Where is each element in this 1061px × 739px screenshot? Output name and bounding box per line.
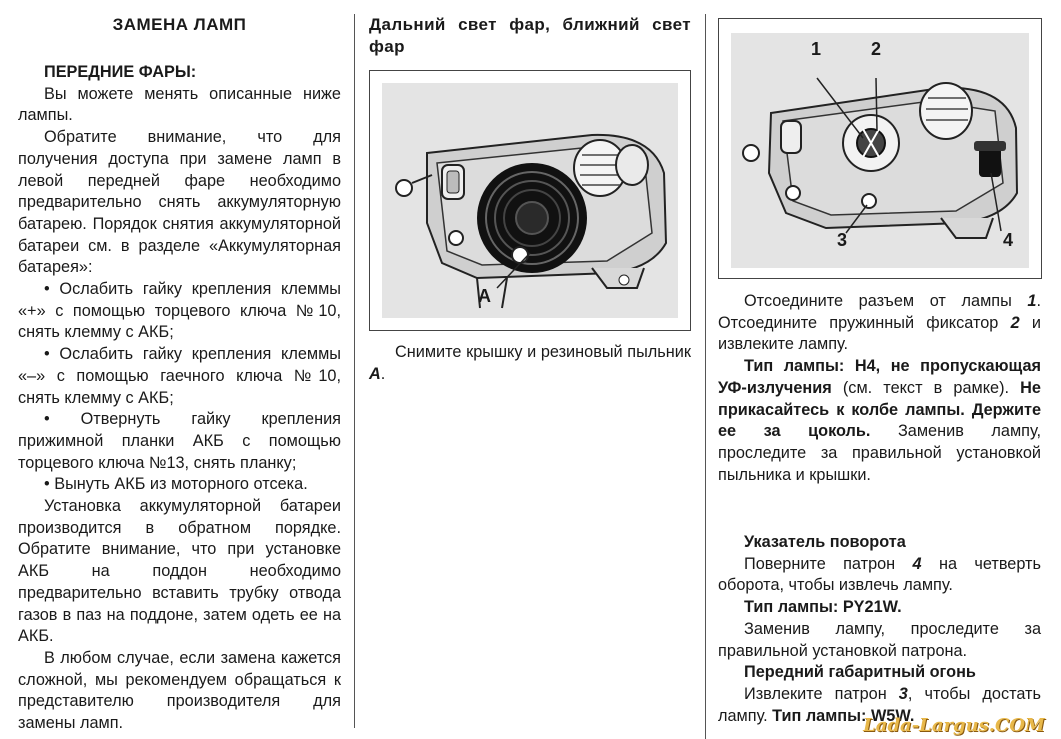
paragraph: Заменив лампу, проследите за правильной установкой патрона. xyxy=(718,619,1041,660)
figure-caption: Снимите крышку и резиновый пыльник A. xyxy=(369,343,691,383)
headlight-rear-illustration xyxy=(382,83,678,318)
callout-label: 4 xyxy=(1003,230,1014,250)
high-low-beam-heading: Дальний свет фар, ближний свет фар xyxy=(369,15,691,56)
bulb-type: Тип лампы: PY21W. xyxy=(744,598,902,617)
bullet-item: • Вынуть АКБ из моторного отсека. xyxy=(44,475,308,494)
watermark: Lada-Largus.COM xyxy=(863,715,1045,736)
section-title: ЗАМЕНА ЛАМП xyxy=(112,15,247,34)
paragraph: Отсоедините разъем от лампы 1. Отсоедините пружинный фиксатор 2 и извлеките лампу. xyxy=(718,292,1042,354)
column-divider-1 xyxy=(354,14,355,728)
bullet-item: • Ослабить гайку крепления клеммы «–» с помощью гаечного ключа №10, снять клемму с АКБ; xyxy=(18,345,341,407)
paragraph: Тип лампы: Н4, не пропускающая УФ-излучения (см. текст в рамке). Не прикасайтесь к колбе лампы. Держите ее за цоколь. Заменив лампу, проследите за правильной установкой пыльника и крышки. xyxy=(718,357,1041,484)
paragraph: В любом случае, если замена кажется сложной, мы рекомендуем обращаться к представителю производителя для замены ламп. xyxy=(18,648,341,733)
paragraph: Обратите внимание, что для получения доступа при замене ламп в левой передней фаре необходимо предварительно снять аккумуляторную батарею. Порядок снятия аккумуляторной батареи см. в разделе «Аккумуляторная батарея»: xyxy=(18,128,341,277)
paragraph: Поверните патрон 4 на четверть оборота, чтобы извлечь лампу. xyxy=(718,554,1041,595)
callout-label: A xyxy=(478,286,491,306)
front-headlights-heading: ПЕРЕДНИЕ ФАРЫ: xyxy=(44,63,197,81)
callout-label: 2 xyxy=(871,39,882,59)
figure-background xyxy=(382,83,678,318)
headlight-bulbs-illustration xyxy=(731,33,1029,268)
headlight-figure-a xyxy=(369,70,691,331)
paragraph: Вы можете менять описанные ниже лампы. xyxy=(18,84,341,125)
headlight-figure-numbered xyxy=(718,18,1042,279)
column-divider-2 xyxy=(705,14,706,739)
callout-label: 1 xyxy=(811,39,822,59)
callout-label: 3 xyxy=(837,230,848,250)
bullet-item: • Отвернуть гайку крепления прижимной планки АКБ с помощью торцевого ключа №13, снять планку; xyxy=(18,410,341,472)
bullet-item: • Ослабить гайку крепления клеммы «+» с помощью торцевого ключа №10, снять клемму с АКБ; xyxy=(18,280,341,342)
side-marker-heading: Передний габаритный огонь xyxy=(744,663,976,682)
paragraph: Установка аккумуляторной батареи производится в обратном порядке. Обратите внимание, что при установке АКБ на поддон необходимо предварительно вставить трубку отвода газов в паз на поддоне, затем одеть ее на АКБ. xyxy=(18,497,341,646)
figure-background xyxy=(731,33,1029,268)
paragraph: Извлеките патрон 3, чтобы достать лампу. Тип лампы: W5W. xyxy=(718,684,1041,725)
turn-signal-heading: Указатель поворота xyxy=(744,533,906,551)
